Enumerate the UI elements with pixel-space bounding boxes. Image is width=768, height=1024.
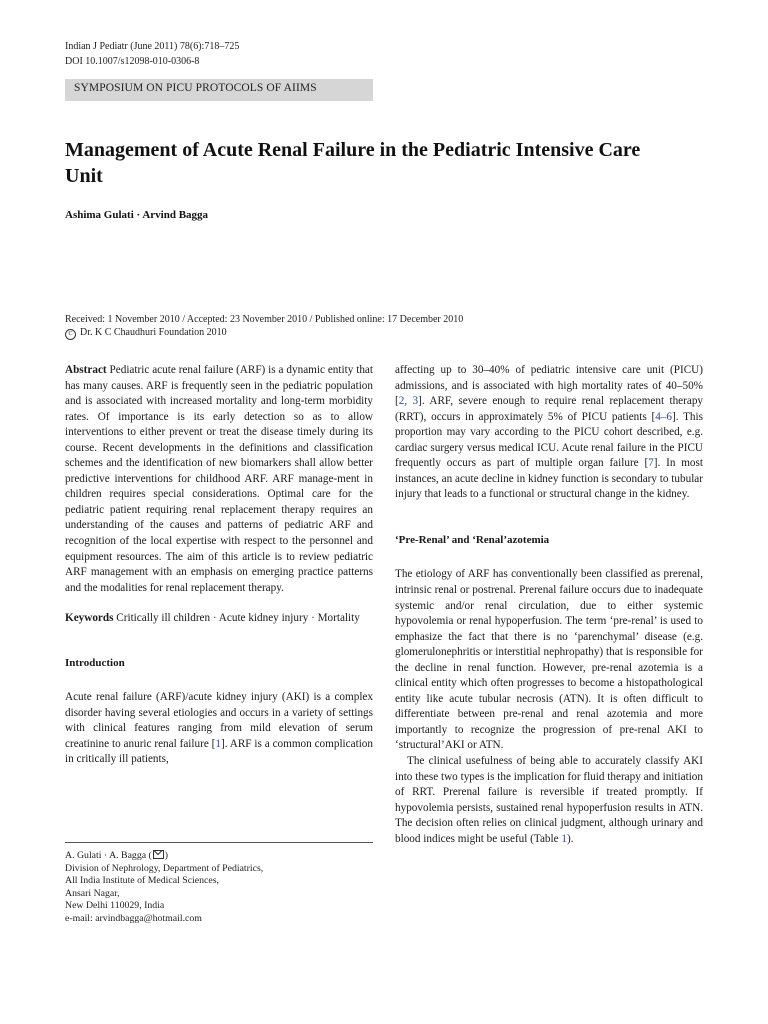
keywords-label: Keywords [65,612,114,625]
intro-text-end: ]. ARF is a common complication in critically ill patients, [65,737,373,766]
left-column [65,363,373,768]
author-affiliation-footnote [65,842,373,926]
symposium-banner: SYMPOSIUM ON PICU PROTOCOLS OF AIIMS [65,79,373,101]
keywords-text: Critically ill children · Acute kidney injury · Mortality [116,612,360,625]
article-authors: Ashima Gulati · Arvind Bagga [65,209,209,221]
citation-link[interactable]: 2, 3 [398,395,419,408]
footnote-line: Ansari Nagar, [65,887,120,899]
para-text: ]. In most instances, an acute decline in kidney function is secondary to tubular injury that leads to a functional or structural change in the kidney. [395,457,703,501]
article-title: Management of Acute Renal Failure in the Pediatric Intensive Care Unit [65,139,641,187]
para-text: ]. This proportion may vary according to the PICU cohort described, e.g. cardiac surgery versus medical ICU. Acute renal failure in the PICU frequently occurs as part of multiple organ failure [ [395,410,703,470]
footnote-authors-text: A. Gulati · A. Bagga ( [65,850,152,861]
footnote-line: New Delhi 110029, India [65,900,165,912]
citation-link[interactable]: 7 [648,457,654,470]
section-heading-prerenal: ‘Pre-Renal’ and ‘Renal’azotemia [395,533,550,546]
footnote-line: Division of Nephrology, Department of Pediatrics, [65,862,264,874]
clinical-usefulness-paragraph [395,754,703,847]
etiology-paragraph: The etiology of ARF has conventionally been classified as prerenal, intrinsic renal or postrenal. Prerenal failure occurs due to inadequate systemic and/or renal circulation, due to either systemic hypovolemia or renal hypoperfusion. The term ‘pre-renal’ is used to emphasize the fact that there is no ‘parenchymal’ disease (e.g. glomerulonephritis or interstitial nephropathy) that is responsible for the decline in renal function. However, pre-renal azotemia is a clinical entity which often progresses to become a histopathological entity like acute tubular necrosis (ATN). It is often difficult to differentiate between pre-renal and renal azotemia and more importantly to recognize the progression of pre-renal AKI to ‘structural’AKI or ATN. [395,568,703,752]
journal-reference: Indian J Pediatr (June 2011) 78(6):718–725 [65,41,240,52]
right-column [395,363,703,847]
abstract-label: Abstract [65,364,107,376]
doi: DOI 10.1007/s12098-010-0306-8 [65,56,200,67]
table-link[interactable]: 1 [561,832,567,845]
footnote-authors-close: ) [164,850,169,861]
citation-link[interactable]: 1 [215,737,221,750]
abstract-text: Pediatric acute renal failure (ARF) is a dynamic entity that has many causes. ARF is frequently seen in the pediatric population and is associated with increased mortality and long-term morbidity rates. Of importance is its early detection so as to allow interventions to either prevent or treat the disease timely during its course. Recent developments in the definitions and classification schemes and the identification of new biomarkers shall allow better predictive interventions for childhood ARF. ARF manage-ment in children requires special considerations. Optimal care for the pediatric patient requiring renal replacement therapy requires an understanding of the causes and patterns of pediatric ARF and recognition of the local expertise with respect to the personnel and equipment resources. The aim of this article is to review pediatric ARF management with an emphasis on emerging practice patterns and the modalities for renal replacement therapy. [65,364,373,594]
para-text: affecting up to 30–40% of pediatric intensive care unit (PICU) admissions, and is associated with high mortality rates of 40–50% [ [395,364,703,408]
copyright-text: Dr. K C Chaudhuri Foundation 2010 [80,327,227,338]
para-text: ]. ARF, severe enough to require renal replacement therapy (RRT), occurs in approximately 5% of PICU patients [ [395,395,704,423]
footnote-authors [65,850,373,863]
publication-dates: Received: 1 November 2010 / Accepted: 23 November 2010 / Published online: 17 December 2010 [65,314,464,325]
continued-paragraph [395,363,703,503]
intro-paragraph [65,690,373,768]
citation-link[interactable]: 4–6 [655,410,673,423]
footnote-email[interactable]: e-mail: arvindbagga@hotmail.com [65,912,202,924]
keywords-paragraph [65,611,373,627]
para-text: The clinical usefulness of being able to accurately classify AKI into these two types is the implication for fluid therapy and initiation of RRT. Prerenal failure is reversible if treated promptly. If hypovolemia persists, sustained renal hypoperfusion results in ATN. The decision often relies on clinical judgment, although urinary and blood indices might be useful (Table [395,755,703,845]
abstract-paragraph [65,363,373,596]
section-heading-introduction: Introduction [65,656,125,669]
para-text: ). [566,832,574,845]
copyright-icon: C [65,329,76,340]
envelope-icon [153,850,164,859]
footnote-line: All India Institute of Medical Sciences, [65,875,219,887]
copyright-line [65,326,227,340]
intro-text-start: Acute renal failure (ARF)/acute kidney injury (AKI) is a complex disorder having several etiologies and occurs in a variety of settings with clinical features ranging from mild elevation of serum creatinine to anuric renal failure [ [65,691,373,750]
